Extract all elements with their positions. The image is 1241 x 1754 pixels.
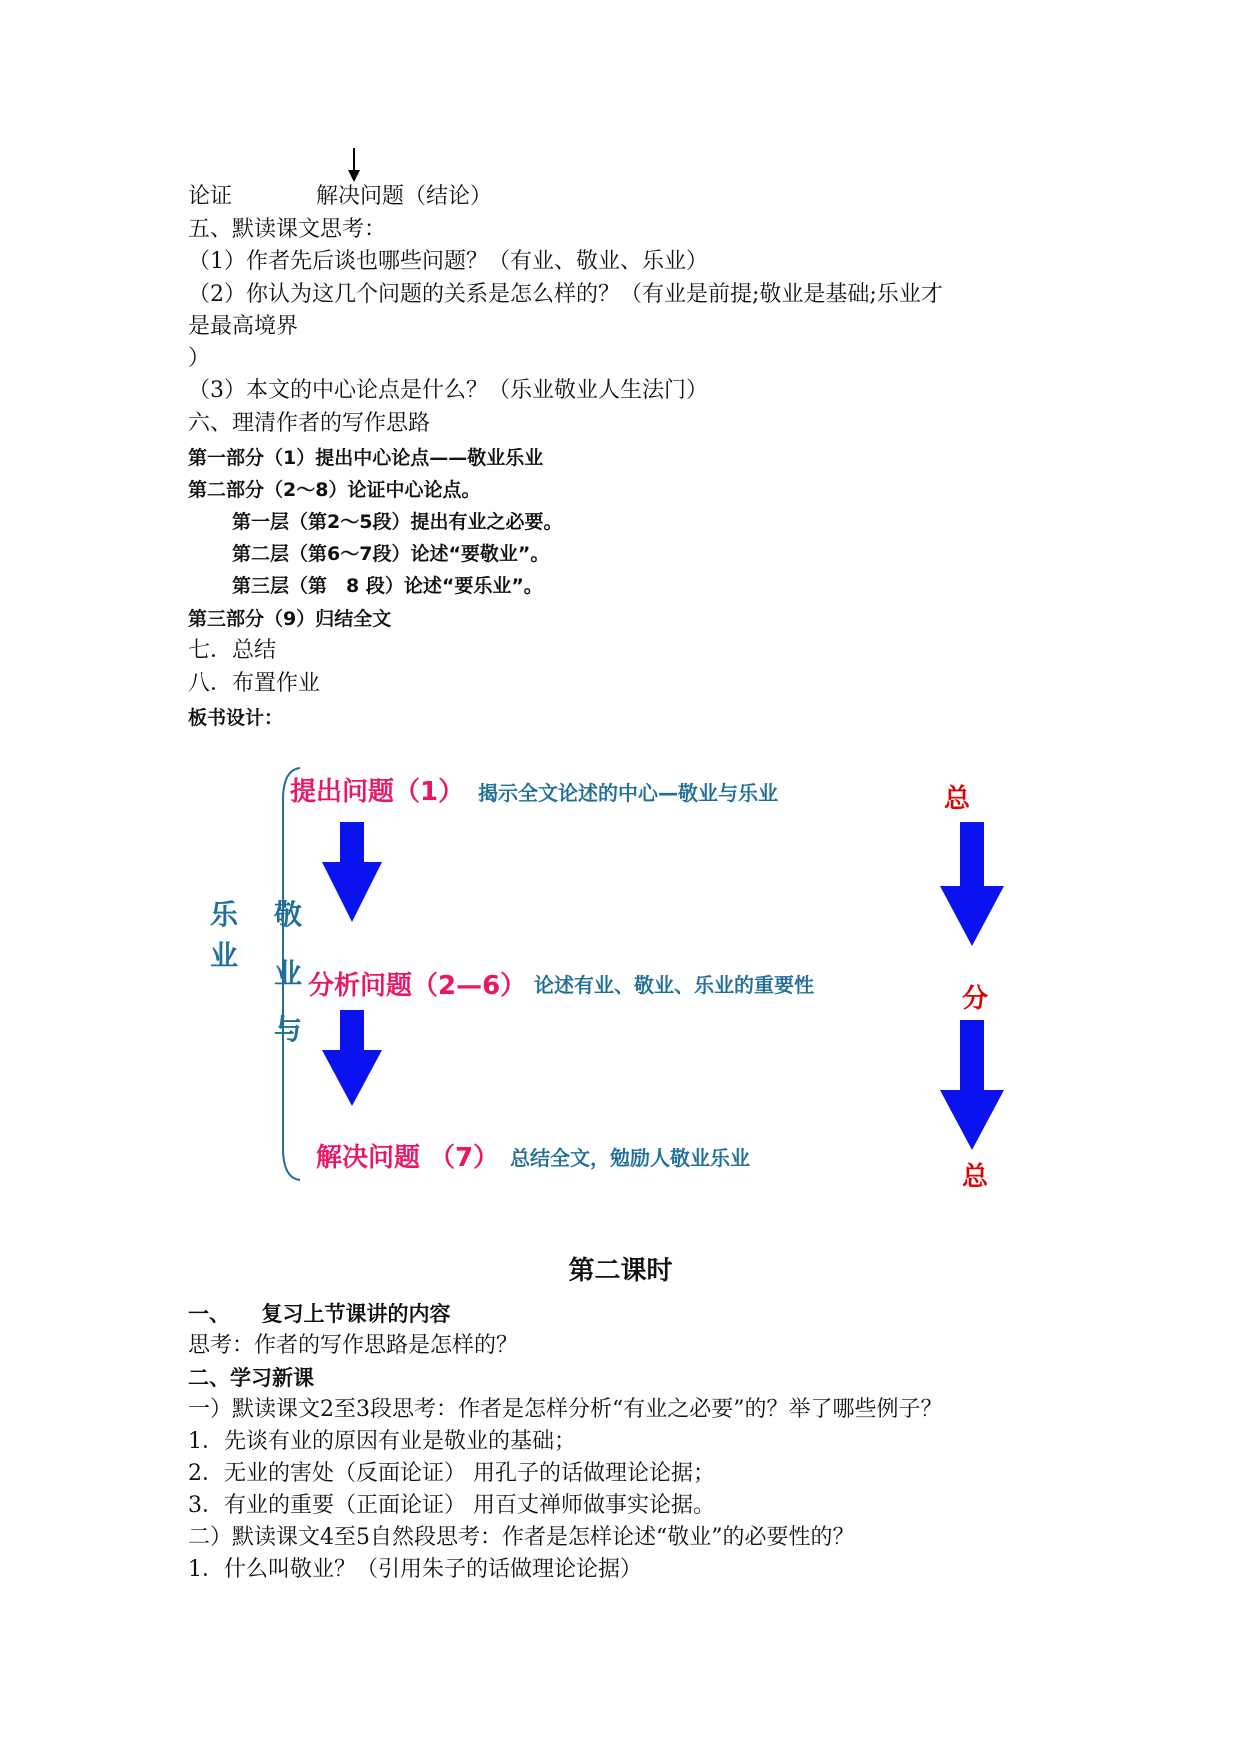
section5-q2a: （2）你认为这几个问题的关系是怎么样的？（有业是前提;敬业是基础;乐业才	[188, 282, 943, 307]
step2-title: 分析问题（2—6）	[308, 971, 527, 1001]
section5-heading: 五、默读课文思考：	[188, 217, 387, 242]
left-col1-b: 业	[210, 939, 239, 972]
lesson2-i1: 1．先谈有业的原因有业是敬业的基础；	[188, 1429, 576, 1454]
section6-part3: 第三部分（9）归结全文	[188, 608, 392, 630]
section6-part1: 第一部分（1）提出中心论点——敬业乐业	[188, 447, 544, 469]
right-fen: 分	[962, 984, 989, 1014]
section5-q2b: 是最高境界	[188, 314, 299, 339]
section6-part2: 第二部分（2～8）论证中心论点。	[188, 479, 481, 501]
step2-desc: 论述有业、敬业、乐业的重要性	[534, 973, 814, 997]
section5-q1: （1）作者先后谈也哪些问题？（有业、敬业、乐业）	[188, 249, 708, 274]
section5-q3: （3）本文的中心论点是什么？（乐业敬业人生法门）	[188, 378, 708, 403]
lesson2-i4: 1．什么叫敬业？（引用朱子的话做理论论据）	[188, 1557, 642, 1582]
lesson2-title: 第二课时	[568, 1256, 673, 1286]
section6-layer2: 第二层（第6～7段）论述“要敬业”。	[232, 543, 550, 565]
lesson2-think: 思考：作者的写作思路是怎样的？	[188, 1333, 519, 1358]
lesson2-h1: 一、 复习上节课讲的内容	[188, 1302, 451, 1326]
section6-layer1: 第一层（第2～5段）提出有业之必要。	[232, 511, 563, 533]
section6-heading: 六、理清作者的写作思路	[188, 411, 431, 436]
line-jiejue: 解决问题（结论）	[316, 184, 493, 209]
lesson2-h2: 二、学习新课	[188, 1366, 314, 1390]
step1-desc: 揭示全文论述的中心—敬业与乐业	[478, 781, 778, 805]
board-label: 板书设计：	[188, 707, 284, 729]
lesson2-s2: 二）默读课文4至5自然段思考：作者是怎样论述“敬业”的必要性的？	[188, 1525, 855, 1550]
step1-title: 提出问题（1）	[290, 777, 465, 807]
lesson2-i2: 2．无业的害处（反面论证） 用孔子的话做理论论据；	[188, 1461, 715, 1486]
step3-desc: 总结全文，勉励人敬业乐业	[510, 1146, 750, 1170]
left-col2-a: 敬	[274, 898, 303, 931]
step3-title: 解决问题 （7）	[316, 1143, 500, 1173]
section6-layer3: 第三层（第 8 段）论述“要乐业”。	[232, 575, 543, 597]
section7: 七．总结	[188, 638, 277, 663]
lesson2-s1: 一）默读课文2至3段思考：作者是怎样分析“有业之必要”的？举了哪些例子？	[188, 1397, 943, 1422]
arrow-down-left-1	[322, 822, 382, 922]
left-col2-b: 业	[274, 957, 303, 990]
right-zong-2: 总	[962, 1162, 989, 1192]
left-col1-a: 乐	[210, 898, 239, 931]
lesson2-i3: 3．有业的重要（正面论证） 用百丈禅师做事实论据。	[188, 1493, 715, 1518]
right-zong-1: 总	[944, 784, 971, 814]
arrow-down-left-2	[322, 1010, 382, 1106]
arrow-down-right-2	[940, 1020, 1004, 1150]
left-col2-c: 与	[274, 1013, 303, 1046]
line-lunzheng: 论证	[188, 184, 233, 209]
section5-q2c: ）	[188, 346, 211, 371]
section8: 八．布置作业	[188, 671, 321, 696]
arrow-down-right-1	[940, 822, 1004, 946]
